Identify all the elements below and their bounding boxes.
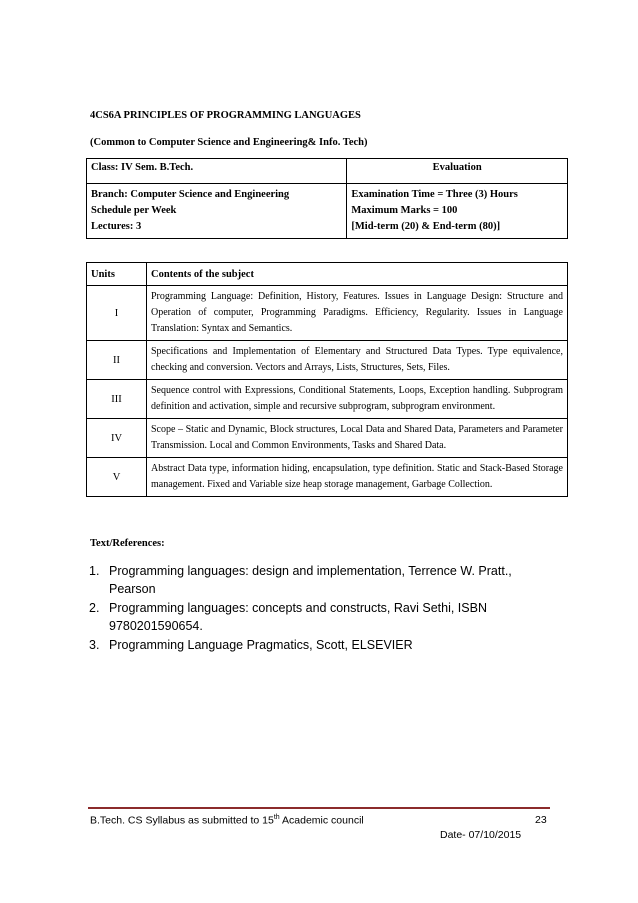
- footer-note-suffix: Academic council: [279, 814, 364, 827]
- reference-text: Programming languages: concepts and constructs, Ravi Sethi, ISBN 9780201590654.: [109, 601, 487, 633]
- mark-split-text: [Mid-term (20) & End-term (80)]: [351, 221, 501, 232]
- reference-number: 3.: [89, 638, 100, 652]
- unit-content: Programming Language: Definition, History, Features. Issues in Language Design: Structure and Operation of computer, Programming Paradigms. Efficiency, Regularity. Issues in Language Translation: Syntax and Semantics.: [147, 286, 568, 341]
- course-title: 4CS6A PRINCIPLES OF PROGRAMMING LANGUAGES: [90, 110, 361, 121]
- course-info-table: [86, 158, 568, 239]
- table-row: [87, 419, 568, 458]
- units-table: [86, 262, 568, 497]
- footer-note-prefix: B.Tech. CS Syllabus as submitted to 15: [90, 814, 274, 827]
- footer-note-superscript: th: [273, 814, 280, 821]
- unit-number: I: [87, 286, 147, 341]
- footer-divider: [88, 807, 550, 809]
- reference-number: 2.: [89, 601, 100, 615]
- unit-content: Sequence control with Expressions, Conditional Statements, Loops, Exception handling. Subprogram definition and activation, simple and recursive subprogram, subprogram environment.: [147, 380, 568, 419]
- table-row: [87, 341, 568, 380]
- unit-number: III: [87, 380, 147, 419]
- list-item: [89, 562, 559, 598]
- unit-content: Scope – Static and Dynamic, Block structures, Local Data and Shared Data, Parameters and Parameter Transmission. Local and Common Environments, Tasks and Shared Data.: [147, 419, 568, 458]
- info-details-row: [87, 184, 568, 239]
- contents-header: Contents of the subject: [147, 263, 568, 286]
- exam-details-cell: [347, 184, 568, 239]
- page-number: 23: [535, 814, 547, 826]
- unit-content: Abstract Data type, information hiding, encapsulation, type definition. Static and Stack-Based Storage management. Fixed and Variable size heap storage management, Garbage Collection.: [147, 458, 568, 497]
- table-row: [87, 380, 568, 419]
- unit-number: IV: [87, 419, 147, 458]
- reference-number: 1.: [89, 564, 100, 578]
- lectures-text: Lectures: 3: [91, 221, 142, 232]
- branch-schedule-cell: [87, 184, 347, 239]
- reference-text: Programming languages: design and implementation, Terrence W. Pratt., Pearson: [109, 564, 512, 596]
- branch-text: Branch: Computer Science and Engineering: [91, 189, 290, 200]
- course-subtitle: (Common to Computer Science and Engineering& Info. Tech): [90, 137, 368, 148]
- info-header-row: [87, 159, 568, 184]
- footer-date: Date- 07/10/2015: [440, 829, 522, 841]
- references-list: [89, 562, 559, 655]
- table-row: [87, 458, 568, 497]
- references-heading: Text/References:: [90, 538, 165, 549]
- list-item: [89, 599, 559, 635]
- max-marks-text: Maximum Marks = 100: [351, 205, 458, 216]
- units-header-row: [87, 263, 568, 286]
- unit-number: II: [87, 341, 147, 380]
- units-header: Units: [87, 263, 147, 286]
- table-row: [87, 286, 568, 341]
- list-item: [89, 636, 559, 654]
- reference-text: Programming Language Pragmatics, Scott, ELSEVIER: [109, 638, 413, 652]
- evaluation-label: Evaluation: [347, 159, 568, 184]
- unit-number: V: [87, 458, 147, 497]
- footer-syllabus-note: [90, 814, 364, 827]
- schedule-text: Schedule per Week: [91, 205, 177, 216]
- exam-time-text: Examination Time = Three (3) Hours: [351, 189, 518, 200]
- class-label: Class: IV Sem. B.Tech.: [87, 159, 347, 184]
- unit-content: Specifications and Implementation of Elementary and Structured Data Types. Type equivalence, checking and conversion. Vectors and Arrays, Lists, Structures, Sets, Files.: [147, 341, 568, 380]
